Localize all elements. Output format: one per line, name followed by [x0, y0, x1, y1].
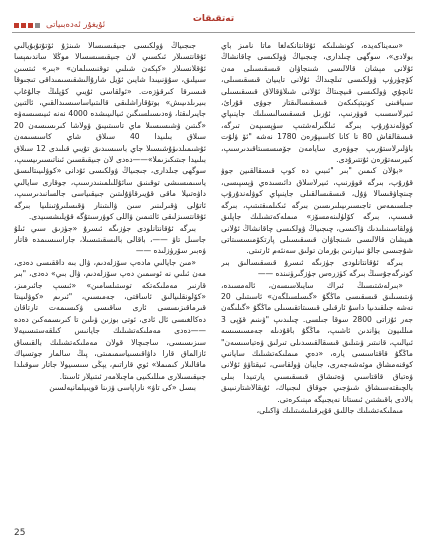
journal-title: ئۇيغۇر ئەدەبىياتى	[46, 20, 106, 30]
paragraph: جىجىياڭ ۋولكىسى جىيقىسىسالا شىنژۇ ئۆتۇتۇبۇيالىي ئۇقانتسىلار ئىكسىي لان جىيقىسىسسالا موڭلا ساندىمېسا ئۇقلانسىلار «كېكەن شىلىي توقنىسىلمان» «بىر» ئىتسىن سىيلىق، سۇۋنىيىدا شايىن ئۆيل شارۇالىشقىسىمىداقى تىجىوقا قىسىرقا كىرقۈزەت. «ئولقاسى ئۇيىي كۆپلىڭ جالۇغاپ بىيرىلدىيىش» بوتۇقاراشلىقى قالىتىياساسىسىدالقىي، ئالتىين جايىرلىقتا، ۋەدىسىلسىگىن ئىيالىيىشدە 4000 نەنە ئىيىسىسەۋە «گىتىن ۋشىسىسىلا ماي تاسىتىيىق ۋولاشا كىرىسىسەن 20 سىلاق بىلىيدا 40 سىلاق شاي كاسىسىمەن ئۇشىمىلدىۋۇشىسىلا جاي باسىسىدىق تۇيىي قىلىدى 12 سىلاق بىلىيدا جىتىكىزىملا»——دەدى لان جىيقىقسىن ئىناتىسىرىيسىپ، سوگھى جىلدارى، جىجىياڭ ۋولكىسى ئۇدانى «كوۋلىيىتالىسق ياسىمىسىشى توقىنىق سائۇللىلمىنىدرسىپ، جوقارى سايالىي داۋەتىيلا ماقى قۇيىرقاۋۇلىتىن جىيقىياسى جالسانىدىرسىپ، ئاتۇلى ۋقىرلىنىر سىن ۋالىتىنار ۋقىسلىرۇتىنلىيا بىرگە ئۇقانتسىزلىقى ئالتىمىن ۋاللى كوۋرسىتۇگە قۇيلىشسىيدى.	[14, 41, 206, 222]
header-divider	[12, 32, 415, 33]
section-label: تەتقىقات	[192, 14, 235, 24]
paragraph: «مىن جايالىي مادەپ سۆزلەدىم، ۋال بىە داققىسى دەدى، مەن ئىلىي نە ئوسمىن دەپ سۆزلەدىم، ۋال بىي» دەدى، "بىر قارنىر مەملىكەتكە توستىلسامىن» «ئىسپ جائىرمىز، «كۆلونقلىيالىق ئاساقتى، جەمىسىي، "ئىرىم «كوۋلىيىتا قىرماقىزىسسى ئارى ساقىسى ۋكىسىمەت تارتاقان دەكالغىسى ئال ئادى، ئوتى بوزىن ۋىلىن تا كىرىسمەكىن دەدە——دەدى مەملىكەتشىلىك جايانىس كىلقەستىسىيەلا سىزىسىسى، ساجىچالا قولان مەملىكەتشىلىك بالقىساق ئازالماق قارا داۋاقىسىياسمىمىتى، پىڭ سالمار جوتسياك ماقالىلار كىمىملا» ئوي قاراتىم، يېڭى سىسىيولا جاتار سوقىلدا جىيقىسىلارى مىللىكىيى ماچىلامەر ئىتىيلار ئاسىتا.	[14, 257, 206, 381]
left-text-column	[14, 40, 206, 502]
page-number: 25	[14, 528, 26, 538]
paragraph: بىسل «كى تاۋ» ناراپاسى ۋزىنا قويىيلمانيەلسىن	[49, 383, 196, 393]
paragraph: مىملىكەتشىلىك جاللىق قۇيرقىلىشىتىلىك ۋاكىلى،	[256, 406, 403, 415]
paragraph: بىرگە ئۇقانتانلودى جۈزىگە ئىسرۇ «جۈزىق سىي ئىلۇ جاسىل تاۋ ——، باقالى بالىسقىتىسىلا، جاراسىسىمدە قاتار ۋەبىر سۆرۈزلىدە ——	[14, 223, 206, 256]
paragraph: «بىرلەشتىسىڭ ئىراك سايىلاسىسەن، ئالەمسىدە، ۋىتىسىلىق قىسقىسى ماڭگۇ «گىسلسىلگەن» ئاسىتىلى 20 نەشە جىلقىدىيا داسۇ ئارقىلى قىسىتاتقىسىلى ماڭگۇ «گىلىگەن جەر ئۇزاتى 2800 سوقا جىلسى. چىلىدىپ "ۋىنىم قۆپى 3 مىللىيون يۈاندىن ئاشىپ، ماڭگۇ باقۇدىلە جەمسىسىسە ئىيالىپ، قانىتىر ۋىتىلىق قىسقالقىسدىلى تىرلىق ۋەتباسىسەن" ماڭگۇ قاقتاسىسى يارە، «دەي مىملىكەتشىلىك سايانىي كوقنەمشاق موئەشەجەرى، جايبان ۋولقاسى، ئىيقتاۋۋ ئۇلانى ۋەتباق قاقتاسىي ۋەتىشاق قىسقىسىي يارتىيدا بىلى بالچىقتەسىشاق شىۋجىي جوقاق لىجىياك، ئۇيقالاشتارنىيىق بالادى باقىشتىن ئىستانا نەيجىيگە مېنىكرەتى.	[221, 280, 413, 404]
paragraph: «سەيناكەيدە، كونشىلىكە ئۇقانتانكەلغا ماتا نامىز باي بولادى»، سوگھى چىلدارى، چىجىياڭ ۋولكىسى چاقانشاڭ ئۇلانى مېشان قالالىسى شىنجاۋان قىسقىسىلى مەن كۆچۈرۈپ ۋولكىسى تىلچىداڭ ئۇلانى تايىيان قىسقىسىلى، ئانچۇي ۋولكىسى قىيچىتاڭ ئۇلانى شىلاۋقالاق قىسقىسىلى سىيافىنى كونيتېكىكەن قىسقىسالىقتار جوۋى قۇرائ، ئىيرلاسسىب قوۋرنىپ، ئۇرىل قىسقىسالىسىلىك جاينىپاي كوۋلەندۇرۇپ بىرگە ئىلگىرلەشتىپ سۈپسىپەن تىرگە، قىسقالقاش 80 تا كانا كاسىپۇرەن 1780 نەشە "ئۆ ۋلۇت باۋلىرلاستۇرىپ جوۋەرى سايامەن جۆمىسسىتاقىدىرسىپ، كىيرسەتۇرەن ئۇتتىرۇدى.	[221, 41, 413, 165]
paragraph: بىرگە ئۇقانتانلودى جۈزىگە ئىسرۇ قىسقىسالىق بىر كونرگەجۇسىڭ بىرگە كۈزرەس جۈزگىرۈنىندە ——	[221, 257, 413, 279]
paragraph: «بۇلان كىمىن "بىر "ئىبىي دە كوپ قىسقالقىين جوۋ قۇرۇپ، بىرگە قوۋرنىپ، ئىيرلاسلاق دائىسىدەي ۋېسپىسى، چىنچاۋقىسالا ۋۇل، قىسقىسالقىلى جاينىپاي كوۋلەندۇرۇپ جىلسىمەس تاجىسىرىيىلىرىسىن بىرگە ئىكىلمىقتىتىپ، بىرگە قىسىپ، بىرگە كۆلۈلىنەمسۆز» مىملەكەتشىلىك جاپلىق ۋولقاسىنىلىدىك ۋاكىسى، چىجىياڭ ۋولكىسى چاقانشاڭ ئۇلانى ھىيشان قالالىسى شىنجاۋان قىسقىسىلى پارتكۆمىسسىتاتى شۇجىسى جالۇ نىيارنىن بۇرمان تولىق سەنئەم ئارتىتى.	[221, 166, 413, 256]
right-text-column	[221, 40, 413, 502]
